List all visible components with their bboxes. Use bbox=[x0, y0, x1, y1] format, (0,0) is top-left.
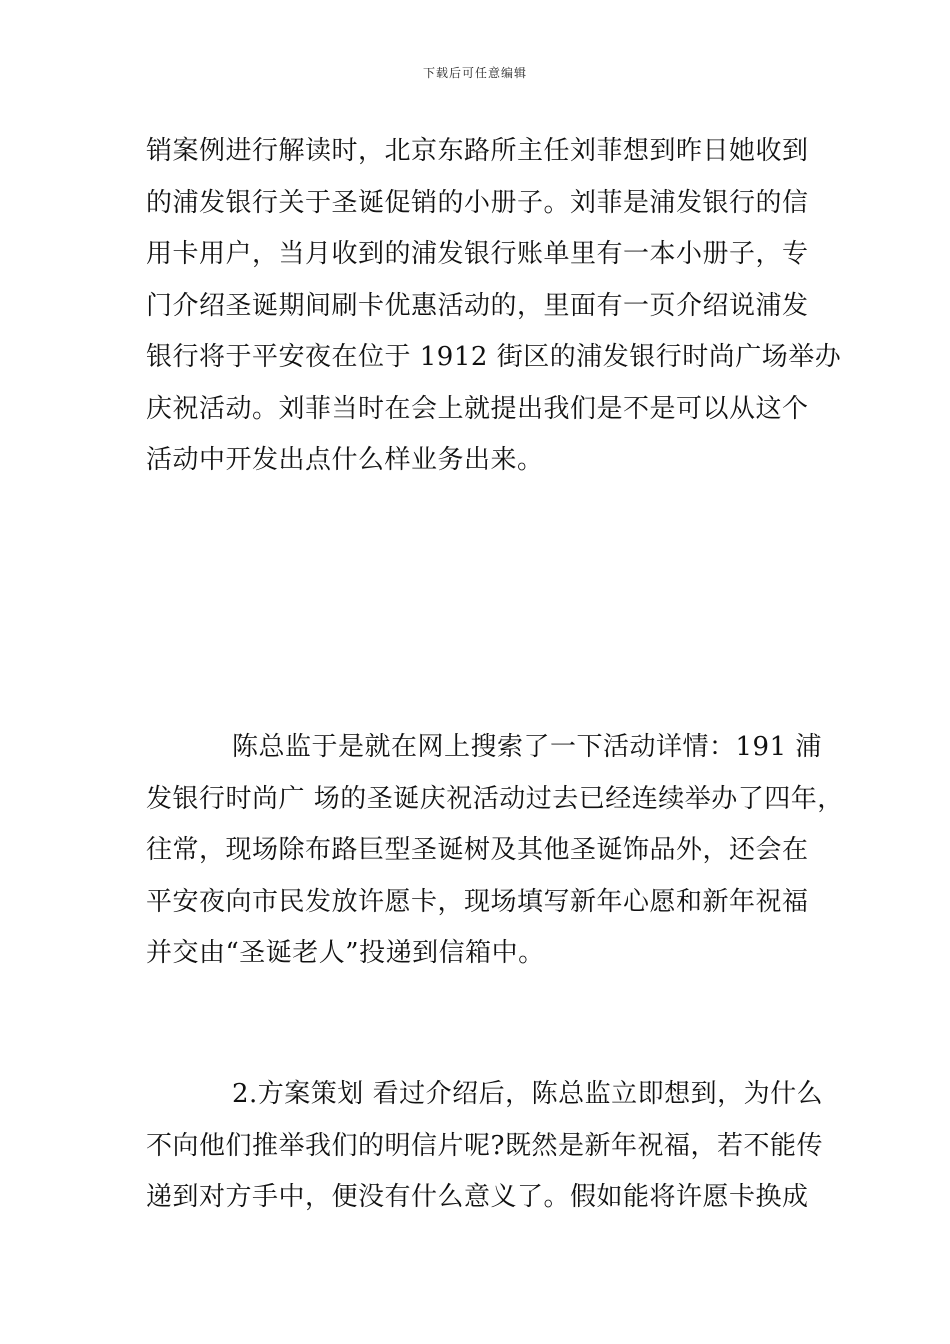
text-line: 的浦发银行关于圣诞促销的小册子。刘菲是浦发银行的信 bbox=[146, 187, 809, 218]
text-line: 发银行时尚广 场的圣诞庆祝活动过去已经连续举办了四年， bbox=[146, 783, 844, 814]
text-line: 活动中开发出点什么样业务出来。 bbox=[146, 445, 544, 475]
text-line: 并交由“圣诞老人”投递到信箱中。 bbox=[146, 938, 545, 968]
text-line: 平安夜向市民发放许愿卡，现场填写新年心愿和新年祝福 bbox=[146, 886, 809, 917]
text-line: 庆祝活动。刘菲当时在会上就提出我们是不是可以从这个 bbox=[146, 393, 809, 424]
text-line: 销案例进行解读时，北京东路所主任刘菲想到昨日她收到 bbox=[146, 136, 809, 166]
text-line: 陈总监于是就在网上搜索了一下活动详情：191 浦 bbox=[232, 732, 822, 762]
paragraph-1 bbox=[146, 126, 842, 487]
text-line: 2.方案策划 看过介绍后，陈总监立即想到，为什么 bbox=[232, 1079, 824, 1109]
text-line: 用卡用户，当月收到的浦发银行账单里有一本小册子，专 bbox=[146, 239, 809, 269]
text-line: 不向他们推举我们的明信片呢?既然是新年祝福，若不能传 bbox=[146, 1130, 823, 1161]
paragraph-3 bbox=[146, 1069, 836, 1224]
page-header: 下载后可任意编辑 bbox=[422, 66, 527, 80]
text-line: 往常，现场除布路巨型圣诞树及其他圣诞饰品外，还会在 bbox=[146, 835, 809, 865]
text-line: 门介绍圣诞期间刷卡优惠活动的，里面有一页介绍说浦发 bbox=[146, 290, 809, 321]
text-line: 银行将于平安夜在位于 1912 街区的浦发银行时尚广场举办 bbox=[146, 342, 842, 372]
paragraph-2 bbox=[146, 722, 844, 980]
text-line: 递到对方手中，便没有什么意义了。假如能将许愿卡换成 bbox=[146, 1182, 809, 1212]
